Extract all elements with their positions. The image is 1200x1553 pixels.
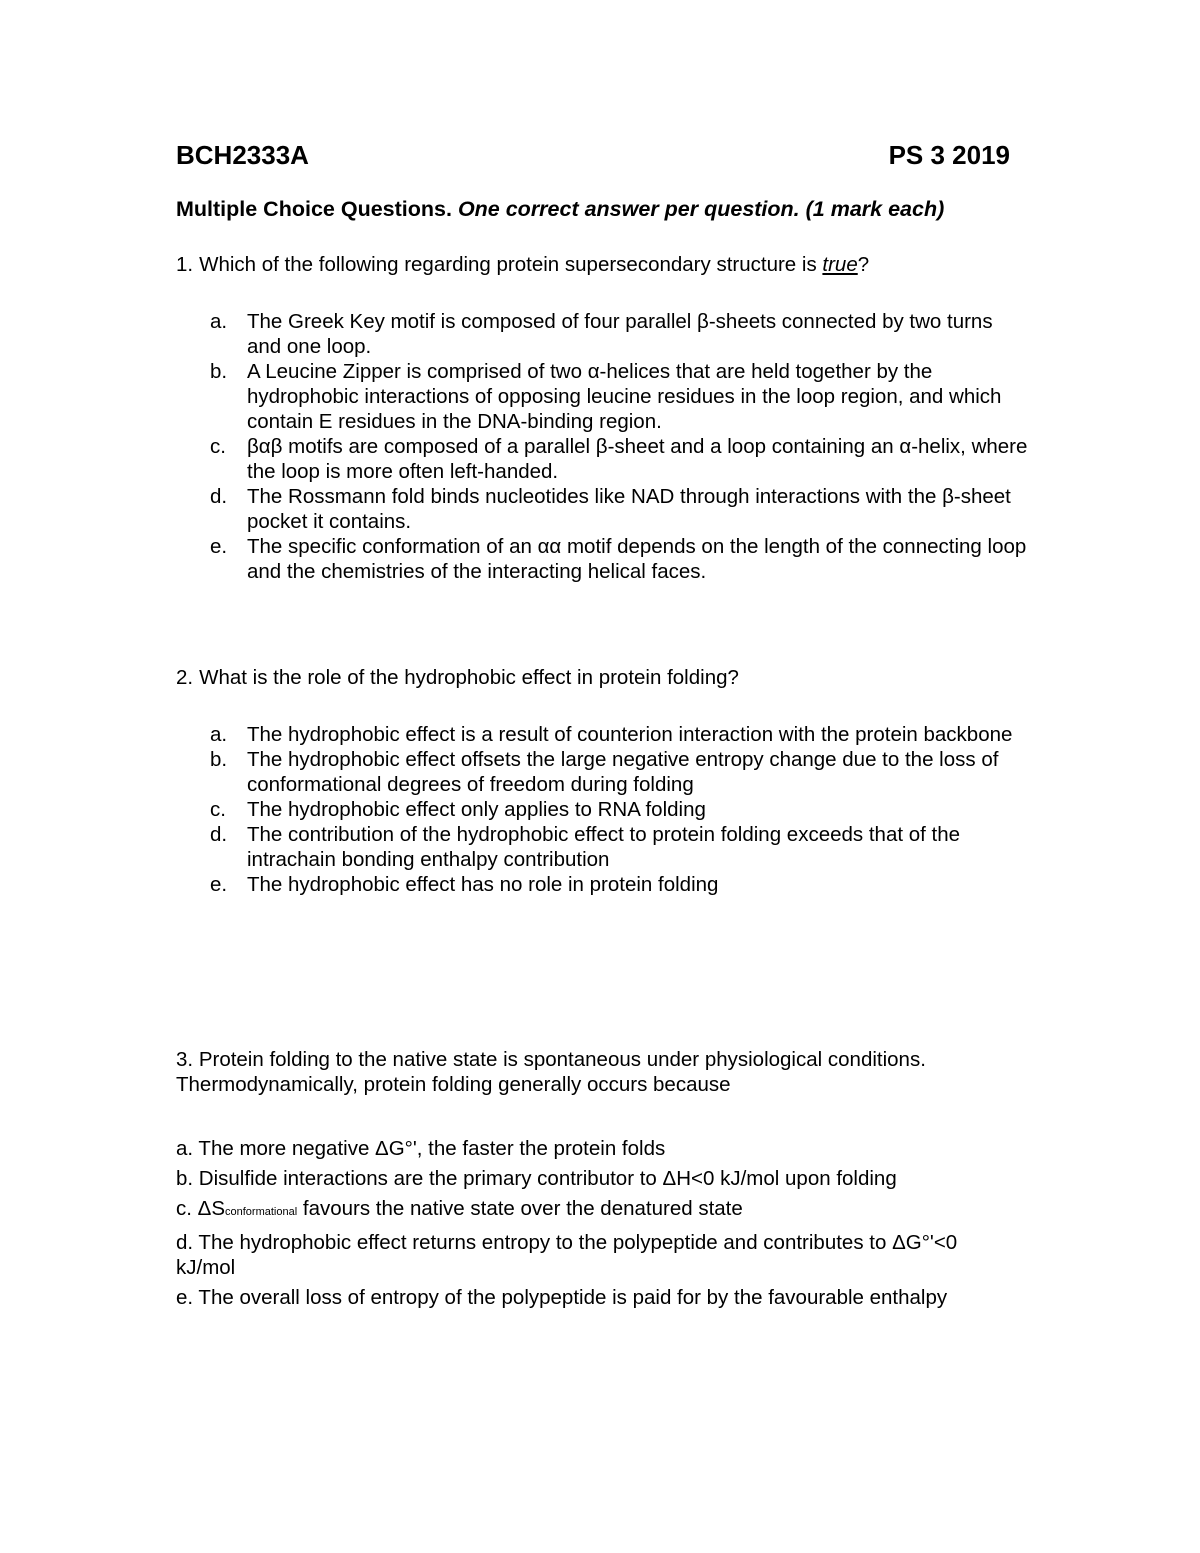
option-text: The hydrophobic effect offsets the large negative entropy change due to the loss of conformational degrees of freedom during folding <box>247 748 999 796</box>
option-letter: a. <box>210 310 228 333</box>
question-3-number: 3. <box>176 1048 194 1071</box>
question-2 <box>176 665 739 690</box>
instructions-heading: Multiple Choice Questions. <box>176 197 452 221</box>
question-1-text-end: ? <box>857 253 870 276</box>
question-1-emphasis: true <box>822 253 858 276</box>
question-3-options <box>176 1136 1016 1315</box>
list-item <box>210 534 1030 584</box>
option-text: The Rossmann fold binds nucleotides like NAD through interactions with the β-sheet pocket it contains. <box>247 485 1011 533</box>
option-subscript: conformational <box>225 1206 298 1218</box>
list-item <box>210 359 1030 434</box>
option-letter: c. <box>210 435 226 458</box>
option-text: The specific conformation of an αα motif depends on the length of the connecting loop and the chemistries of the interacting helical faces. <box>247 535 1027 583</box>
question-2-text: What is the role of the hydrophobic effect in protein folding? <box>199 666 739 689</box>
option-text: favours the native state over the denatured state <box>297 1197 743 1220</box>
list-item <box>210 484 1030 534</box>
list-item <box>210 747 1030 797</box>
option-letter: e. <box>210 535 228 558</box>
option-text: The hydrophobic effect is a result of counterion interaction with the protein backbone <box>247 723 1013 746</box>
question-1-text: Which of the following regarding protein supersecondary structure is <box>199 253 817 276</box>
option-letter: e. <box>210 873 228 896</box>
instructions <box>176 197 944 222</box>
list-item <box>210 822 1030 872</box>
question-1-options <box>210 309 1030 584</box>
option-text: c. ΔS <box>176 1197 226 1220</box>
option-letter: b. <box>210 748 228 771</box>
option-letter: c. <box>210 798 226 821</box>
option-text: The hydrophobic effect has no role in protein folding <box>247 873 719 896</box>
list-item: b. Disulfide interactions are the primary contributor to ΔH<0 kJ/mol upon folding <box>176 1167 897 1190</box>
option-letter: d. <box>210 485 228 508</box>
document-header <box>176 140 1010 171</box>
question-3 <box>176 1047 1016 1097</box>
option-text: The contribution of the hydrophobic effect to protein folding exceeds that of the intrachain bonding enthalpy contribution <box>247 823 961 871</box>
list-item: e. The overall loss of entropy of the polypeptide is paid for by the favourable enthalpy <box>176 1286 948 1309</box>
option-text: βαβ motifs are composed of a parallel β-sheet and a loop containing an α-helix, where the loop is more often left-handed. <box>247 435 1028 483</box>
list-item: d. The hydrophobic effect returns entropy to the polypeptide and contributes to ΔG°'<0 kJ/mol <box>176 1231 958 1279</box>
problem-set-label: PS 3 2019 <box>888 140 1010 170</box>
question-3-text: Protein folding to the native state is spontaneous under physiological conditions. Thermodynamically, protein folding generally occurs because <box>176 1048 926 1096</box>
option-letter: d. <box>210 823 228 846</box>
list-item <box>176 1196 1016 1225</box>
list-item <box>210 434 1030 484</box>
option-text: A Leucine Zipper is comprised of two α-helices that are held together by the hydrophobic interactions of opposing leucine residues in the loop region, and which contain E residues in the DNA-binding region. <box>247 360 1002 433</box>
question-2-number: 2. <box>176 666 194 689</box>
option-text: The hydrophobic effect only applies to RNA folding <box>247 798 706 821</box>
list-item <box>210 309 1030 359</box>
instructions-note: One correct answer per question. (1 mark each) <box>457 197 945 221</box>
list-item <box>210 797 1030 822</box>
course-code: BCH2333A <box>176 140 309 170</box>
question-1-number: 1. <box>176 253 194 276</box>
option-letter: b. <box>210 360 228 383</box>
question-2-options <box>210 722 1030 897</box>
option-text: The Greek Key motif is composed of four parallel β-sheets connected by two turns and one loop. <box>247 310 993 358</box>
list-item: a. The more negative ΔG°', the faster the protein folds <box>176 1137 666 1160</box>
question-1 <box>176 252 869 277</box>
list-item <box>210 872 1030 897</box>
list-item <box>210 722 1030 747</box>
option-letter: a. <box>210 723 228 746</box>
